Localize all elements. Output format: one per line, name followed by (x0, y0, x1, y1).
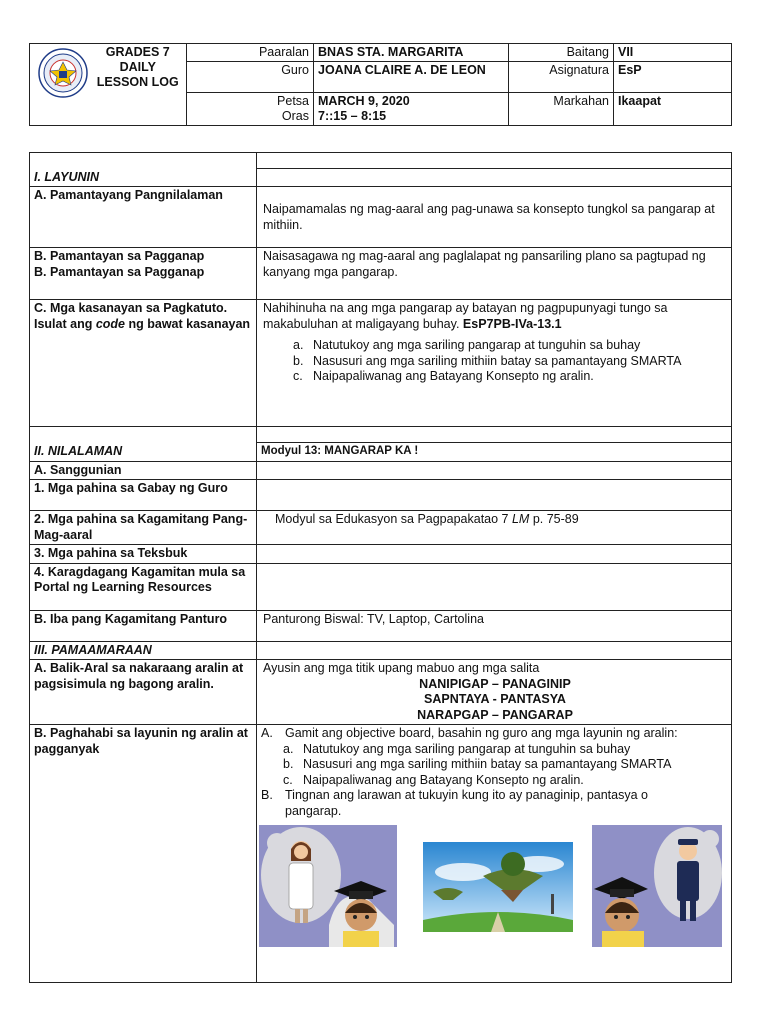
list-item: a. Natutukoy ang mga sariling pangarap at tunguhin sa buhay (293, 338, 641, 352)
teacher-label: Guro (187, 62, 314, 93)
value-balik-aral: Ayusin ang mga titik upang mabuo ang mga salita NANIPIGAP – PANAGINIP SAPNTAYA - PANTASYA NARAPGAP – PANGARAP (257, 660, 732, 725)
list-item: B. Tingnan ang larawan at tukuyin kung ito ay panaginip, pantasya o pangarap. (261, 788, 648, 818)
section-pamamaraan: III. PAMAAMARAAN (30, 641, 257, 660)
list-item: c. Naipapaliwanag ang Batayang Konsepto ng aralin. (293, 369, 594, 383)
list-item: a. Natutukoy ang mga sariling pangarap at tunguhin sa buhay (283, 741, 631, 756)
label-pamantayan-sa-pagganap: B. Pamantayan sa Pagganap B. Pamantayan sa Pagganap (30, 248, 257, 300)
teacher-value: JOANA CLAIRE A. DE LEON (314, 62, 509, 93)
school-label: Paaralan (187, 44, 314, 62)
lesson-table (29, 152, 732, 983)
label-kagamitang-pang-mag-aaral: 2. Mga pahina sa Kagamitang Pang-Mag-aaral (30, 511, 257, 545)
section-nilalaman: II. NILALAMAN (30, 443, 257, 462)
subject-label: Asignatura (509, 62, 614, 93)
logo-cell (30, 44, 90, 126)
header-table (29, 43, 732, 126)
lesson-log-title: GRADES 7 DAILY LESSON LOG (90, 44, 187, 126)
value-kasanayan-sa-pagkatuto: Nahihinuha na ang mga pangarap ay batayan ng pagpupunyagi tungo sa makabuluhan at maligayang buhay. EsP7PB-IVa-13.1 a. Natutukoy ang mga sariling pangarap at tunguhin sa buhay b. Nasusuri ang mga sariling mithiin batay sa pamantayang SMARTA c. Naipapaliwanag ang Batayang Konsepto ng aralin. (257, 300, 732, 427)
objectives-list (263, 338, 727, 385)
value-pamantayang-pangnilalaman: Naipamamalas ng mag-aaral ang pag-unawa sa konsepto tungkol sa pangarap at mithiin. (257, 187, 732, 248)
list-item: c. Naipapaliwanag ang Batayang Konsepto ng aralin. (283, 772, 584, 787)
illustration-row (259, 825, 729, 947)
scrambled-word: SAPNTAYA - PANTASYA (424, 692, 566, 706)
section-layunin: I. LAYUNIN (30, 169, 257, 187)
scrambled-word: NANIPIGAP – PANAGINIP (419, 676, 571, 691)
label-teksbuk: 3. Mga pahina sa Teksbuk (30, 545, 257, 564)
label-pamantayang-pangnilalaman: A. Pamantayang Pangnilalaman (30, 187, 257, 248)
value-iba-pang-kagamitan: Panturong Biswal: TV, Laptop, Cartolina (257, 610, 732, 641)
date-time-labels: Petsa Oras (187, 93, 314, 126)
label-balik-aral: A. Balik-Aral sa nakaraang aralin at pagsisimula ng bagong aralin. (30, 660, 257, 725)
quarter-value: Ikaapat (614, 93, 732, 126)
value-kagamitang-pang-mag-aaral: Modyul sa Edukasyon sa Pagpapakatao 7 LM p. 75-89 (257, 511, 732, 545)
competency-code: EsP7PB-IVa-13.1 (462, 316, 562, 331)
value-paghahabi (257, 725, 732, 983)
grade-label: Baitang (509, 44, 614, 62)
label-karagdagang-kagamitan: 4. Karagdagang Kagamitan mula sa Portal ng Learning Resources (30, 563, 257, 610)
dreamer-pilot-image (592, 825, 722, 947)
modyul-title: Modyul 13: MANGARAP KA ! (257, 443, 732, 462)
label-kasanayan-sa-pagkatuto: C. Mga kasanayan sa Pagkatuto. Isulat ang code ng bawat kasanayan (30, 300, 257, 427)
list-item: A. Gamit ang objective board, basahin ng guro ang mga layunin ng aralin: (261, 726, 678, 740)
label-iba-pang-kagamitan: B. Iba pang Kagamitang Panturo (30, 610, 257, 641)
list-item: b. Nasusuri ang mga sariling mithiin batay sa pamantayang SMARTA (283, 757, 672, 771)
dreamer-doctor-image (259, 825, 397, 947)
objectives-list (259, 742, 729, 789)
label-paghahabi: B. Paghahabi sa layunin ng aralin at pagganyak (30, 725, 257, 983)
date-time-values: MARCH 9, 2020 7::15 – 8:15 (314, 93, 509, 126)
scrambled-word: NARAPGAP – PANGARAP (417, 707, 573, 722)
floating-islands-image (423, 842, 573, 932)
label-gabay-ng-guro: 1. Mga pahina sa Gabay ng Guro (30, 480, 257, 511)
school-value: BNAS STA. MARGARITA (314, 44, 509, 62)
quarter-label: Markahan (509, 93, 614, 126)
list-item: b. Nasusuri ang mga sariling mithiin batay sa pamantayang SMARTA (293, 353, 682, 368)
grade-value: VII (614, 44, 732, 62)
value-pamantayan-sa-pagganap: Naisasagawa ng mag-aaral ang paglalapat ng pansariling plano sa pagtupad ng kanyang mga pangarap. (257, 248, 732, 300)
label-sanggunian: A. Sanggunian (30, 461, 257, 480)
subject-value: EsP (614, 62, 732, 93)
